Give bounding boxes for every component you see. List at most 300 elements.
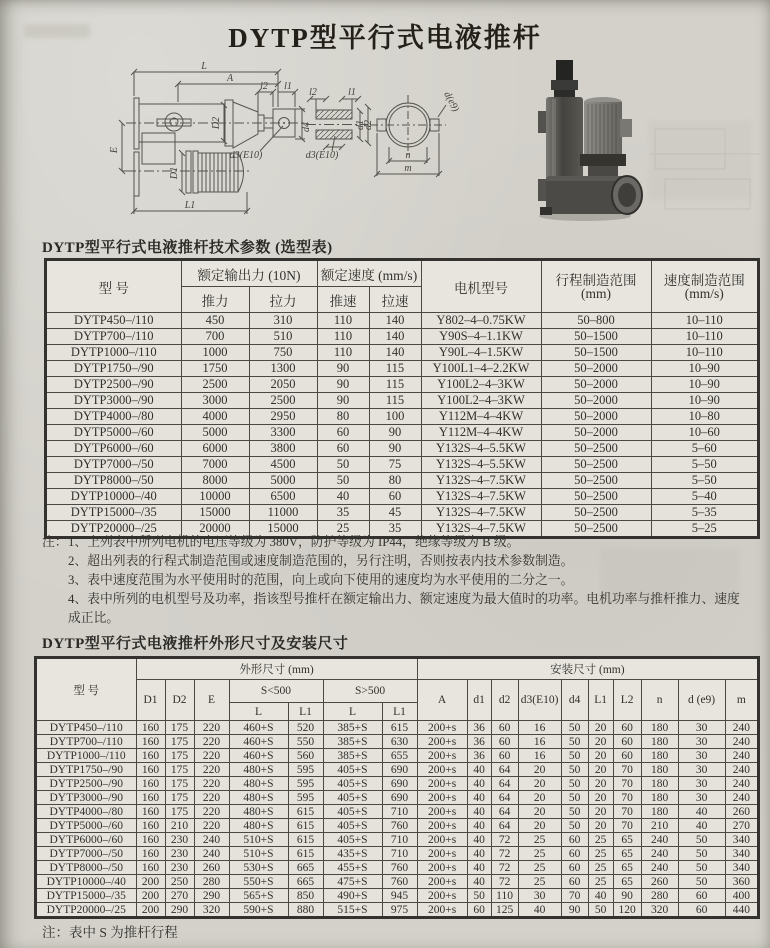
product-photo — [538, 60, 760, 221]
table-cell: 65 — [613, 847, 641, 861]
stroke-note: 注：表中 S 为推杆行程 — [42, 925, 178, 940]
table-cell: 25 — [588, 847, 613, 861]
table-cell: 60 — [561, 875, 588, 889]
dim-label-d2-section: d2 — [363, 120, 374, 130]
side-view-drawing — [109, 61, 312, 214]
table-cell: 220 — [194, 805, 229, 819]
table-cell: 210 — [641, 819, 678, 833]
table-row — [36, 791, 758, 805]
table-row — [46, 473, 758, 489]
table-cell: 175 — [165, 791, 194, 805]
table-cell: 340 — [725, 847, 758, 861]
table-cell: 30 — [678, 749, 725, 763]
table-cell: 270 — [725, 819, 758, 833]
table-cell: 70 — [613, 819, 641, 833]
table-cell: 200+s — [417, 903, 467, 918]
speed-range-line2: (mm/s) — [684, 285, 724, 301]
table-cell: 64 — [491, 819, 518, 833]
table-cell: 10000 — [181, 489, 249, 505]
table-cell: 180 — [641, 777, 678, 791]
table-cell: Y90S–4–1.1KW — [421, 329, 541, 345]
table-cell: DYTP2500–/90 — [36, 777, 136, 791]
table-cell: DYTP20000–/25 — [46, 521, 181, 538]
table-cell: 200+s — [417, 777, 467, 791]
dim-label-D1: D1 — [169, 166, 180, 180]
table-cell: 565+S — [229, 889, 288, 903]
table-cell: 50 — [678, 875, 725, 889]
table-cell: 110 — [317, 329, 369, 345]
table-cell: 50 — [678, 833, 725, 847]
table-cell: 230 — [165, 861, 194, 875]
table-cell: 20 — [518, 763, 561, 777]
table-cell: 710 — [382, 833, 417, 847]
table-cell: 160 — [136, 833, 165, 847]
table-cell: 5–25 — [651, 521, 758, 538]
dim-label-L1: L1 — [184, 200, 196, 211]
table-cell: 3300 — [249, 425, 317, 441]
col-header-motor-model: 电机型号 — [421, 260, 541, 313]
table-cell: Y132S–4–5.5KW — [421, 441, 541, 457]
table-cell: 5–35 — [651, 505, 758, 521]
table-cell: 50 — [561, 749, 588, 763]
table-cell: 90 — [317, 377, 369, 393]
table-cell: 20 — [588, 777, 613, 791]
table-cell: 240 — [725, 721, 758, 735]
table-cell: 50–2500 — [541, 457, 651, 473]
table-cell: 40 — [467, 875, 491, 889]
table-cell: 25 — [588, 861, 613, 875]
table-cell: 2500 — [249, 393, 317, 409]
table-cell: 60 — [561, 847, 588, 861]
table-cell: 5–40 — [651, 489, 758, 505]
table-cell: 40 — [467, 763, 491, 777]
col-header-outline-dims: 外形尺寸 (mm) — [136, 658, 417, 680]
dim-label-m: m — [404, 163, 412, 174]
dim-label-A: A — [226, 73, 234, 84]
table-cell: 75 — [369, 457, 421, 473]
table-cell: 70 — [613, 791, 641, 805]
table-cell: 160 — [136, 791, 165, 805]
table-cell: 16 — [518, 749, 561, 763]
table-cell: 270 — [165, 889, 194, 903]
table-cell: 220 — [194, 735, 229, 749]
dim-label-l2-section: l2 — [309, 87, 317, 98]
table-cell: 10–90 — [651, 361, 758, 377]
table-cell: 6500 — [249, 489, 317, 505]
table-cell: 240 — [725, 749, 758, 763]
table-cell: 615 — [288, 847, 323, 861]
table-cell: DYTP8000–/50 — [46, 473, 181, 489]
table-cell: 880 — [288, 903, 323, 918]
table-cell: 36 — [467, 735, 491, 749]
table-cell: 50–2500 — [541, 489, 651, 505]
table-cell: 200 — [136, 875, 165, 889]
note-item-1: 1、上列表中所列电机的电压等级为 380V，防护等级为 IP44，绝缘等级为 B 级。 — [68, 535, 520, 549]
table-cell: 220 — [194, 763, 229, 777]
table-cell: 50–2000 — [541, 393, 651, 409]
table-cell: 90 — [561, 903, 588, 918]
table-cell: 20 — [588, 763, 613, 777]
table-cell: 280 — [194, 875, 229, 889]
col-header-install-dims: 安装尺寸 (mm) — [417, 658, 758, 680]
col-header-L1-lt: L1 — [288, 703, 323, 721]
table-cell: 200+s — [417, 805, 467, 819]
table-cell: 60 — [613, 721, 641, 735]
table-cell: 30 — [678, 777, 725, 791]
table-cell: 240 — [725, 735, 758, 749]
table-cell: 16 — [518, 735, 561, 749]
table-cell: 50–2500 — [541, 473, 651, 489]
col-header-d1: d1 — [467, 680, 491, 721]
table-cell: 690 — [382, 777, 417, 791]
table-cell: 560 — [288, 749, 323, 763]
table-cell: 30 — [678, 721, 725, 735]
dim-label-l1-section: l1 — [348, 87, 356, 98]
col-header-pull-speed: 拉速 — [369, 287, 421, 313]
table-cell: 175 — [165, 763, 194, 777]
dim-label-d4: d4 — [301, 122, 312, 132]
table-cell: 405+S — [323, 805, 382, 819]
table-cell: 5–60 — [651, 441, 758, 457]
table-row — [36, 833, 758, 847]
col-header-push-force: 推力 — [181, 287, 249, 313]
table-cell: 50 — [467, 889, 491, 903]
table-cell: 72 — [491, 861, 518, 875]
table-cell: 90 — [317, 393, 369, 409]
table-cell: 50–2000 — [541, 425, 651, 441]
table-cell: 45 — [369, 505, 421, 521]
table-cell: 72 — [491, 875, 518, 889]
table-cell: 40 — [588, 889, 613, 903]
note-item-2: 2、超出列表的行程式制造范围或速度制造范围的，另行注明，否则按表内技术参数制造。 — [68, 554, 574, 568]
table-cell: 25 — [518, 833, 561, 847]
table-cell: DYTP5000–/60 — [46, 425, 181, 441]
table-cell: 595 — [288, 777, 323, 791]
table-cell: 975 — [382, 903, 417, 918]
table-cell: Y132S–4–5.5KW — [421, 457, 541, 473]
table-cell: 25 — [588, 833, 613, 847]
table-cell: 10–110 — [651, 329, 758, 345]
table-cell: DYTP20000–/25 — [36, 903, 136, 918]
dim-label-E: E — [109, 146, 120, 154]
table-row — [36, 763, 758, 777]
table-cell: 405+S — [323, 833, 382, 847]
table-cell: 460+S — [229, 749, 288, 763]
table-cell: 2050 — [249, 377, 317, 393]
table-cell: DYTP8000–/50 — [36, 861, 136, 875]
table-row — [36, 749, 758, 763]
table-cell: 20 — [588, 749, 613, 763]
table-cell: 50 — [561, 805, 588, 819]
table-cell: 200+s — [417, 833, 467, 847]
table-cell: 20 — [588, 805, 613, 819]
table-cell: 260 — [194, 861, 229, 875]
table-cell: 64 — [491, 777, 518, 791]
table-cell: 6000 — [181, 441, 249, 457]
table-cell: 90 — [613, 889, 641, 903]
table-cell: 50 — [561, 735, 588, 749]
table-cell: 200 — [136, 889, 165, 903]
table-cell: 60 — [467, 903, 491, 918]
table-cell: 405+S — [323, 791, 382, 805]
table-cell: 240 — [641, 847, 678, 861]
table-cell: 320 — [641, 903, 678, 918]
table-cell: 520 — [288, 721, 323, 735]
col-header-L1-install: L1 — [588, 680, 613, 721]
table-cell: 400 — [725, 889, 758, 903]
table-cell: 230 — [165, 833, 194, 847]
table-cell: 3800 — [249, 441, 317, 457]
table-cell: DYTP7000–/50 — [36, 847, 136, 861]
col-header-A: A — [417, 680, 467, 721]
table-cell: 100 — [369, 409, 421, 425]
table-cell: DYTP15000–/35 — [46, 505, 181, 521]
table-cell: 20 — [518, 819, 561, 833]
col-header-L-lt: L — [229, 703, 288, 721]
col-header-n: n — [641, 680, 678, 721]
table-cell: 175 — [165, 805, 194, 819]
table-cell: 35 — [317, 505, 369, 521]
table-row — [36, 819, 758, 833]
table-cell: 70 — [561, 889, 588, 903]
table-cell: 240 — [725, 763, 758, 777]
table-row — [36, 889, 758, 903]
table-row — [46, 393, 758, 409]
stroke-range-line1: 行程制造范围 — [555, 272, 637, 288]
table-cell: 115 — [369, 393, 421, 409]
table-cell: Y132S–4–7.5KW — [421, 473, 541, 489]
table-cell: 240 — [725, 777, 758, 791]
table-cell: 30 — [518, 889, 561, 903]
table-cell: Y112M–4–4KW — [421, 425, 541, 441]
col-header-pull-force: 拉力 — [249, 287, 317, 313]
table-cell: 10–110 — [651, 345, 758, 361]
table-cell: 310 — [249, 313, 317, 329]
table-row — [46, 313, 758, 329]
col-header-d4: d4 — [561, 680, 588, 721]
table-cell: 760 — [382, 861, 417, 875]
table-cell: 60 — [613, 735, 641, 749]
table-cell: 40 — [467, 791, 491, 805]
table-row — [46, 425, 758, 441]
table-cell: 30 — [678, 791, 725, 805]
table-cell: 50–1500 — [541, 345, 651, 361]
table-row — [46, 377, 758, 393]
table-cell: 36 — [467, 721, 491, 735]
table-cell: 530+S — [229, 861, 288, 875]
table-cell: 65 — [613, 833, 641, 847]
table-cell: 25 — [518, 861, 561, 875]
table-cell: 405+S — [323, 777, 382, 791]
table-cell: 5–50 — [651, 473, 758, 489]
table-cell: 710 — [382, 847, 417, 861]
note-item-3: 3、表中速度范围为水平使用时的范围，向上或向下使用的速度均为水平使用的二分之一。 — [68, 573, 574, 587]
dim-label-l1: l1 — [284, 81, 292, 92]
table-cell: 850 — [288, 889, 323, 903]
parameters-table — [45, 259, 759, 538]
table-cell: 60 — [317, 425, 369, 441]
table-cell: 120 — [613, 903, 641, 918]
table-cell: 90 — [369, 425, 421, 441]
table-cell: 20 — [518, 777, 561, 791]
table-cell: 50 — [561, 777, 588, 791]
table-cell: 160 — [136, 749, 165, 763]
table-cell: 760 — [382, 875, 417, 889]
end-view-drawing — [370, 90, 461, 176]
table-cell: Y100L2–4–3KW — [421, 377, 541, 393]
table-cell: 60 — [678, 903, 725, 918]
table-cell: 2950 — [249, 409, 317, 425]
table-cell: 200+s — [417, 791, 467, 805]
table-cell: 64 — [491, 791, 518, 805]
table2-caption: DYTP型平行式电液推杆外形尺寸及安装尺寸 — [42, 636, 349, 652]
table-cell: 160 — [136, 819, 165, 833]
table-cell: 50–2000 — [541, 377, 651, 393]
table-cell: 260 — [725, 805, 758, 819]
speed-range-line1: 速度制造范围 — [663, 272, 745, 288]
table-row — [46, 361, 758, 377]
table-cell: 60 — [369, 489, 421, 505]
table1-caption: DYTP型平行式电液推杆技术参数 (选型表) — [42, 240, 333, 256]
table-row — [46, 457, 758, 473]
table-cell: 72 — [491, 833, 518, 847]
table-cell: 385+S — [323, 735, 382, 749]
table-cell: DYTP3000–/90 — [46, 393, 181, 409]
table-cell: 240 — [194, 847, 229, 861]
table-row — [46, 489, 758, 505]
table-cell: 510+S — [229, 847, 288, 861]
table-cell: DYTP1750–/90 — [36, 763, 136, 777]
table-row — [46, 441, 758, 457]
dim-label-n: n — [405, 150, 411, 161]
col-header-d-e9: d (e9) — [678, 680, 725, 721]
table-cell: DYTP450–/110 — [46, 313, 181, 329]
table-cell: 200+s — [417, 819, 467, 833]
table-cell: 460+S — [229, 735, 288, 749]
table-cell: 90 — [317, 361, 369, 377]
table-cell: 240 — [194, 833, 229, 847]
table-cell: 125 — [491, 903, 518, 918]
table-cell: 160 — [136, 763, 165, 777]
table-cell: DYTP4000–/80 — [36, 805, 136, 819]
table-cell: 220 — [194, 721, 229, 735]
table-cell: Y90L–4–1.5KW — [421, 345, 541, 361]
table-cell: 160 — [136, 861, 165, 875]
table-cell: 10–90 — [651, 377, 758, 393]
table-cell: 50 — [678, 861, 725, 875]
table-cell: 175 — [165, 735, 194, 749]
table-cell: 480+S — [229, 805, 288, 819]
col-header-rated-speed: 额定速度 (mm/s) — [317, 260, 421, 287]
table-cell: 64 — [491, 805, 518, 819]
table-cell: DYTP700–/110 — [36, 735, 136, 749]
table-cell: 60 — [317, 441, 369, 457]
table-cell: DYTP10000–/40 — [46, 489, 181, 505]
table-cell: 20 — [588, 819, 613, 833]
table-cell: 615 — [288, 833, 323, 847]
table-cell: 80 — [369, 473, 421, 489]
table-cell: 3000 — [181, 393, 249, 409]
table-cell: 200+s — [417, 721, 467, 735]
table-cell: 4000 — [181, 409, 249, 425]
table-cell: 200+s — [417, 889, 467, 903]
table-cell: 200 — [136, 903, 165, 918]
table-cell: 180 — [641, 749, 678, 763]
table-cell: 690 — [382, 763, 417, 777]
table-cell: DYTP700–/110 — [46, 329, 181, 345]
table-cell: 210 — [165, 819, 194, 833]
table-cell: 160 — [136, 847, 165, 861]
table-cell: 40 — [678, 805, 725, 819]
table-cell: 40 — [317, 489, 369, 505]
table-cell: 15000 — [249, 521, 317, 538]
dim-label-d-e9: d(e9) — [441, 89, 462, 114]
notes-prefix: 注： — [42, 535, 68, 549]
dim-label-L: L — [201, 61, 207, 72]
table-cell: 25 — [317, 521, 369, 538]
table-cell: 60 — [561, 833, 588, 847]
table-cell: 180 — [641, 721, 678, 735]
table-cell: 710 — [382, 805, 417, 819]
table-cell: 30 — [678, 763, 725, 777]
table-cell: 11000 — [249, 505, 317, 521]
table-cell: 5000 — [181, 425, 249, 441]
table-cell: 340 — [725, 833, 758, 847]
table-cell: 25 — [518, 847, 561, 861]
table-cell: 510+S — [229, 833, 288, 847]
dim-label-d3-section: d3(E10) — [305, 150, 339, 161]
table-cell: 70 — [613, 777, 641, 791]
table-cell: 175 — [165, 777, 194, 791]
table-cell: DYTP4000–/80 — [46, 409, 181, 425]
table-cell: 110 — [317, 345, 369, 361]
table-cell: 630 — [382, 735, 417, 749]
table-cell: DYTP5000–/60 — [36, 819, 136, 833]
note-item-4: 4、表中所列的电机型号及功率，指该型号推杆在额定输出力、额定速度为最大值时的功率。电机功率与推杆推力、速度成正比。 — [68, 592, 740, 625]
col-header-push-speed: 推速 — [317, 287, 369, 313]
stroke-range-line2: (mm) — [581, 285, 611, 301]
table-row — [46, 329, 758, 345]
table-cell: 50–800 — [541, 313, 651, 329]
table-cell: 180 — [641, 763, 678, 777]
table-cell: 40 — [518, 903, 561, 918]
table-cell: 20 — [518, 791, 561, 805]
table-cell: DYTP6000–/60 — [46, 441, 181, 457]
table-cell: 50 — [561, 791, 588, 805]
table-cell: 230 — [165, 847, 194, 861]
table-cell: 260 — [641, 875, 678, 889]
col-header-rated-output: 额定输出力 (10N) — [181, 260, 317, 287]
table-cell: 1750 — [181, 361, 249, 377]
table-cell: 40 — [467, 847, 491, 861]
table-cell: 50 — [317, 457, 369, 473]
table-cell: 20 — [588, 721, 613, 735]
table-cell: 140 — [369, 345, 421, 361]
table-cell: Y802–4–0.75KW — [421, 313, 541, 329]
table-cell: 10–60 — [651, 425, 758, 441]
table-cell: 1000 — [181, 345, 249, 361]
table-cell: 200+s — [417, 861, 467, 875]
col-header-s-gt-500: S>500 — [323, 680, 417, 703]
table-cell: 220 — [194, 819, 229, 833]
table-cell: 80 — [317, 409, 369, 425]
table-cell: 140 — [369, 313, 421, 329]
col-header-speed-range — [651, 260, 758, 313]
table-cell: 290 — [165, 903, 194, 918]
dim-label-D2: D2 — [211, 116, 222, 130]
table-cell: 50 — [317, 473, 369, 489]
table-cell: 700 — [181, 329, 249, 345]
